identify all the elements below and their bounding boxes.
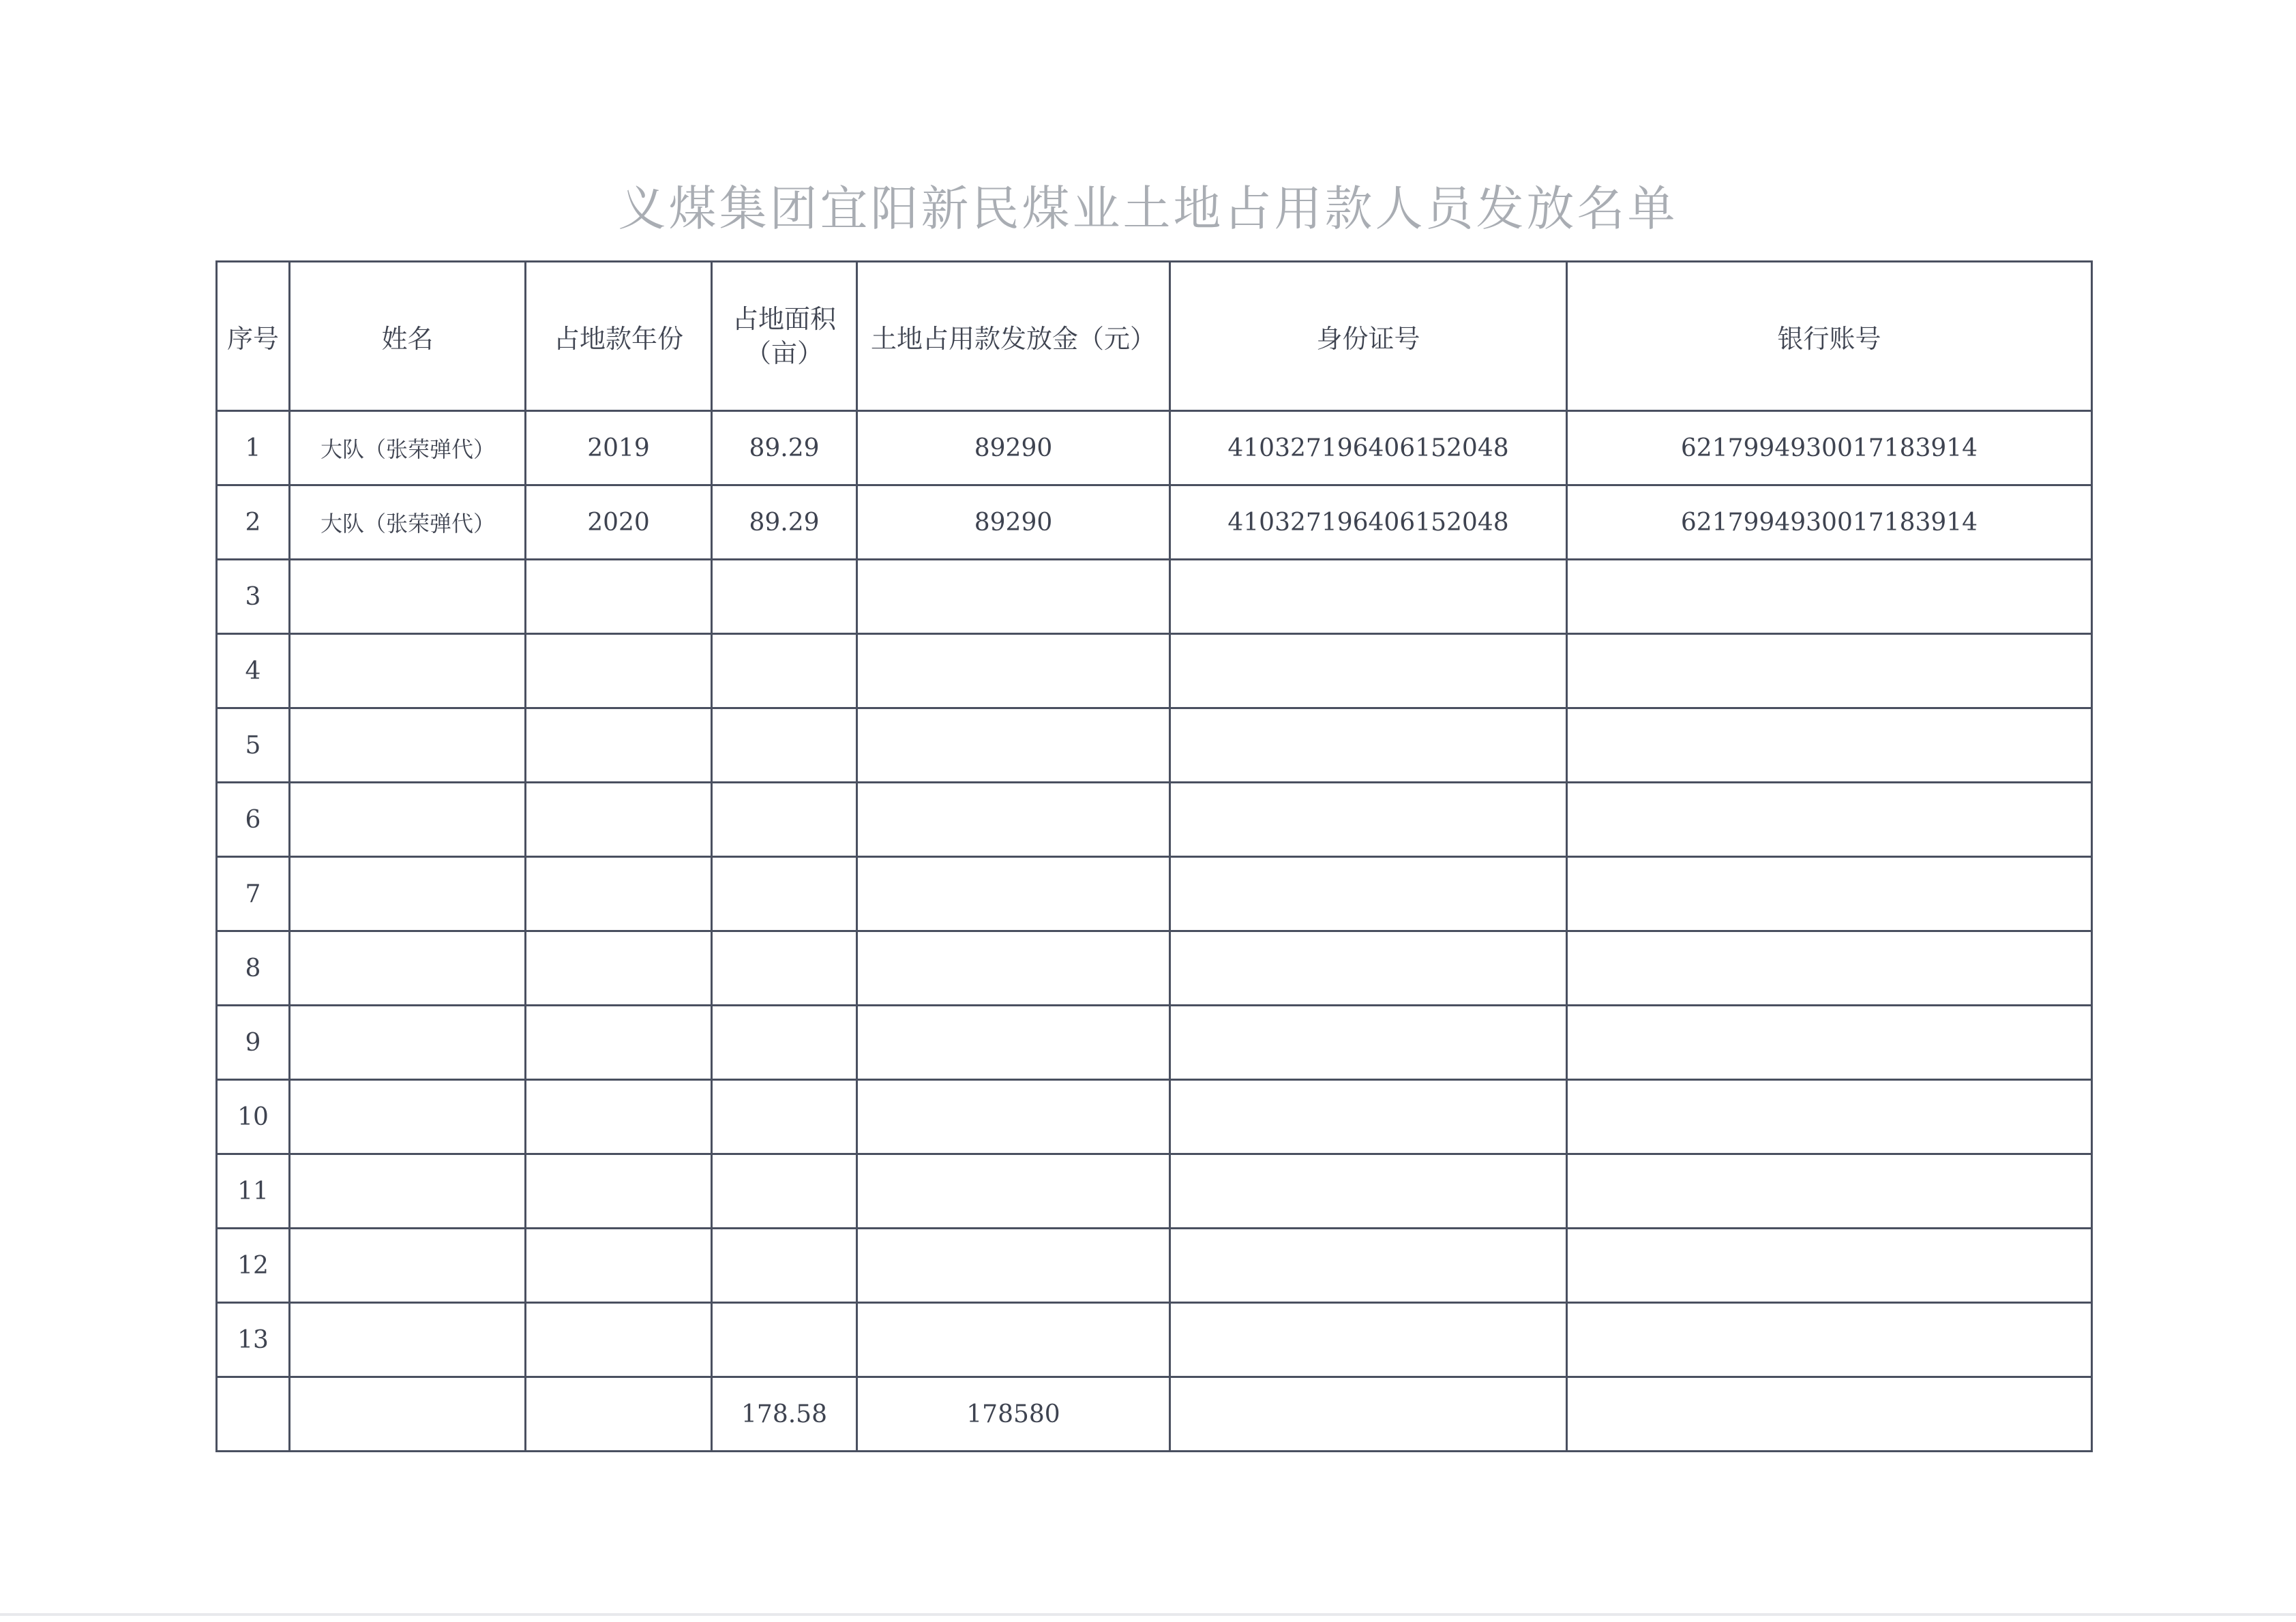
header-area (712, 262, 857, 411)
cell-seq: 8 (217, 931, 290, 1006)
cell-year (526, 708, 712, 783)
cell-year (526, 634, 712, 708)
cell-name (290, 634, 526, 708)
cell-seq: 10 (217, 1080, 290, 1154)
cell-amount: 89290 (857, 411, 1170, 485)
cell-bank-account (1567, 931, 2092, 1006)
cell-year (526, 931, 712, 1006)
cell-year: 2020 (526, 485, 712, 560)
cell-amount (857, 783, 1170, 857)
cell-seq: 2 (217, 485, 290, 560)
total-cell-bank-account (1567, 1377, 2092, 1452)
cell-year (526, 1303, 712, 1377)
cell-area (712, 1154, 857, 1229)
cell-year (526, 783, 712, 857)
page-title: 义煤集团宜阳新民煤业土地占用款人员发放名单 (618, 181, 1678, 237)
cell-name (290, 931, 526, 1006)
cell-amount (857, 708, 1170, 783)
total-cell-seq (217, 1377, 290, 1452)
cell-seq: 11 (217, 1154, 290, 1229)
cell-name (290, 1080, 526, 1154)
table-row (217, 931, 2092, 1006)
cell-amount (857, 634, 1170, 708)
table-row (217, 708, 2092, 783)
cell-bank-account (1567, 634, 2092, 708)
cell-bank-account (1567, 1303, 2092, 1377)
cell-id-number: 410327196406152048 (1170, 485, 1567, 560)
cell-name: 大队（张荣弹代） (290, 411, 526, 485)
cell-bank-account: 6217994930017183914 (1567, 485, 2092, 560)
cell-seq: 4 (217, 634, 290, 708)
header-area-line2: （亩） (745, 338, 823, 368)
table-row (217, 1229, 2092, 1303)
total-cell-year (526, 1377, 712, 1452)
cell-area (712, 1229, 857, 1303)
cell-area (712, 634, 857, 708)
cell-bank-account (1567, 1154, 2092, 1229)
header-year: 占地款年份 (526, 262, 712, 411)
cell-amount (857, 1080, 1170, 1154)
cell-name (290, 1303, 526, 1377)
cell-area (712, 560, 857, 634)
cell-year (526, 1006, 712, 1080)
cell-amount (857, 560, 1170, 634)
table-row (217, 485, 2092, 560)
header-seq: 序号 (217, 262, 290, 411)
cell-area (712, 783, 857, 857)
cell-id-number (1170, 1154, 1567, 1229)
cell-year (526, 1229, 712, 1303)
header-row (217, 262, 2092, 411)
cell-id-number (1170, 708, 1567, 783)
table-row (217, 1006, 2092, 1080)
cell-seq: 1 (217, 411, 290, 485)
cell-year (526, 1080, 712, 1154)
cell-year: 2019 (526, 411, 712, 485)
cell-amount: 89290 (857, 485, 1170, 560)
cell-id-number (1170, 560, 1567, 634)
cell-id-number (1170, 1229, 1567, 1303)
cell-name (290, 1229, 526, 1303)
cell-area (712, 708, 857, 783)
cell-seq: 5 (217, 708, 290, 783)
header-id-number: 身份证号 (1170, 262, 1567, 411)
cell-name (290, 1154, 526, 1229)
cell-area: 89.29 (712, 485, 857, 560)
cell-bank-account (1567, 857, 2092, 931)
cell-bank-account (1567, 708, 2092, 783)
cell-bank-account: 6217994930017183914 (1567, 411, 2092, 485)
cell-id-number (1170, 857, 1567, 931)
total-amount: 178580 (857, 1377, 1170, 1452)
cell-seq: 7 (217, 857, 290, 931)
total-area: 178.58 (712, 1377, 857, 1452)
cell-name: 大队（张荣弹代） (290, 485, 526, 560)
cell-id-number (1170, 931, 1567, 1006)
cell-amount (857, 1303, 1170, 1377)
table-row (217, 1303, 2092, 1377)
cell-bank-account (1567, 1006, 2092, 1080)
cell-seq: 12 (217, 1229, 290, 1303)
cell-year (526, 857, 712, 931)
cell-seq: 3 (217, 560, 290, 634)
cell-id-number: 410327196406152048 (1170, 411, 1567, 485)
cell-seq: 9 (217, 1006, 290, 1080)
cell-amount (857, 1006, 1170, 1080)
table-row (217, 411, 2092, 485)
cell-seq: 6 (217, 783, 290, 857)
cell-amount (857, 931, 1170, 1006)
cell-amount (857, 1229, 1170, 1303)
cell-year (526, 560, 712, 634)
total-row (217, 1377, 2092, 1452)
cell-id-number (1170, 1080, 1567, 1154)
cell-year (526, 1154, 712, 1229)
cell-name (290, 783, 526, 857)
cell-area (712, 857, 857, 931)
cell-id-number (1170, 634, 1567, 708)
table-row (217, 1080, 2092, 1154)
cell-id-number (1170, 783, 1567, 857)
cell-bank-account (1567, 1229, 2092, 1303)
header-name: 姓名 (290, 262, 526, 411)
cell-name (290, 560, 526, 634)
header-amount: 土地占用款发放金（元） (857, 262, 1170, 411)
table-row (217, 783, 2092, 857)
cell-bank-account (1567, 1080, 2092, 1154)
cell-area: 89.29 (712, 411, 857, 485)
cell-bank-account (1567, 560, 2092, 634)
header-bank-account: 银行账号 (1567, 262, 2092, 411)
roster-table (215, 260, 2093, 1452)
cell-area (712, 1006, 857, 1080)
cell-name (290, 708, 526, 783)
cell-name (290, 857, 526, 931)
table-row (217, 634, 2092, 708)
cell-amount (857, 857, 1170, 931)
total-cell-id-number (1170, 1377, 1567, 1452)
table-row (217, 560, 2092, 634)
header-area-line1: 占地面积 (732, 304, 836, 334)
scan-edge-line (0, 1613, 2296, 1616)
cell-name (290, 1006, 526, 1080)
cell-id-number (1170, 1006, 1567, 1080)
cell-seq: 13 (217, 1303, 290, 1377)
cell-area (712, 1080, 857, 1154)
cell-area (712, 1303, 857, 1377)
total-cell-name (290, 1377, 526, 1452)
cell-area (712, 931, 857, 1006)
table-row (217, 1154, 2092, 1229)
table-row (217, 857, 2092, 931)
cell-id-number (1170, 1303, 1567, 1377)
cell-amount (857, 1154, 1170, 1229)
cell-bank-account (1567, 783, 2092, 857)
